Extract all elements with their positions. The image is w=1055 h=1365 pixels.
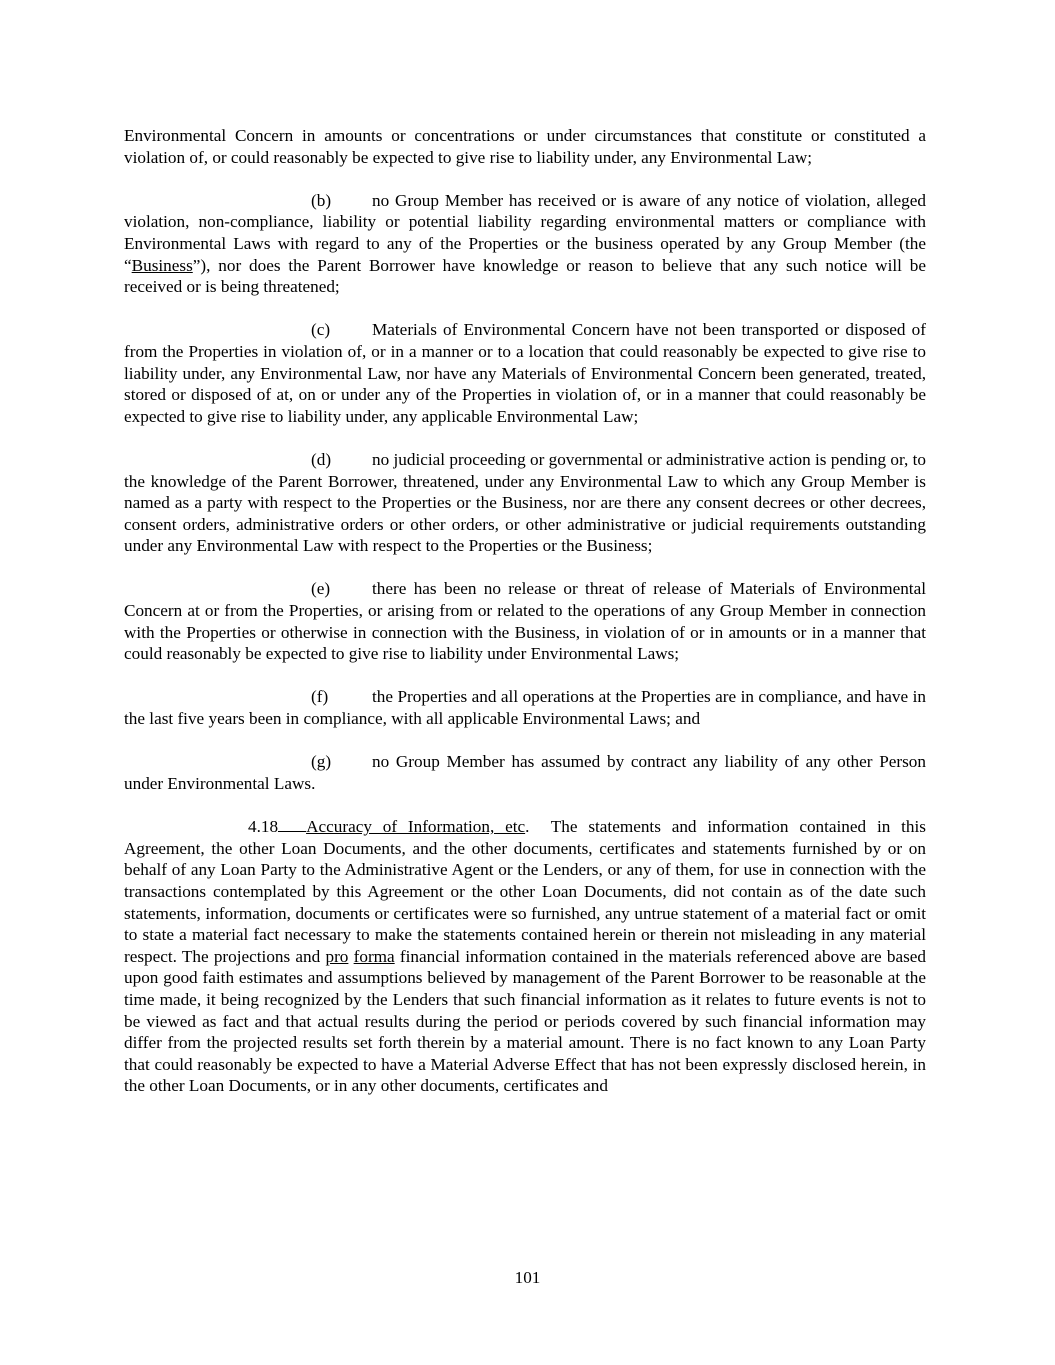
clause-text: no Group Member has assumed by contract any liability of any other Person under Environmental Laws. [124,752,926,793]
clause-label: (c) [311,320,331,340]
section-heading-end: . [525,817,530,837]
clause-text: no Group Member has received or is aware of any notice of violation, alleged violation, non-compliance, liability or potential liability regarding environmental matters or compliance with Environmental Laws with regard to any of the Properties or the business operated by any Group Member (the “ [124,190,926,275]
document-body [124,125,926,1097]
clause-text: ”), nor does the Parent Borrower have knowledge or reason to believe that any such notice will be received or is being threatened; [124,255,926,297]
clause-label: (e) [311,579,331,599]
section-text: financial information contained in the materials referenced above are based upon good faith estimates and assumptions believed by management of the Parent Borrower to be reasonable at the time made, it being recognized by the Lenders that such financial information as it relates to future events is not to be viewed as fact and that actual results during the period or periods covered by such financial information may differ from the projected results set forth therein by a material amount. There is no fact known to any Loan Party that could reasonably be expected to have a Material Adverse Effect that has not been expressly disclosed herein, in the other Loan Documents, or in any other documents, certificates and [124,946,927,1096]
clause-label: (f) [311,687,329,707]
term-pro: pro [325,946,349,966]
clause-text: the Properties and all operations at the Properties are in compliance, and have in the last five years been in compliance, with all applicable Environmental Laws; and [124,687,926,729]
clause-f [124,686,926,729]
clause-text: Materials of Environmental Concern have not been transported or disposed of from the Properties in violation of, or in a manner or to a location that could reasonably be expected to give rise to liability under, any Environmental Law, nor have any Materials of Environmental Concern been generated, treated, stored or disposed of at, on or under any of the Properties in violation of, or in a manner that could reasonably be expected to give rise to liability under, any applicable Environmental Law; [124,320,926,426]
clause-label: (b) [311,190,332,210]
page-number: 101 [514,1268,541,1287]
clause-d [124,449,926,557]
term-forma: forma [353,946,395,966]
clause-g [124,751,926,794]
defined-term-business: Business [131,255,193,275]
clause-c [124,319,926,427]
clause-text: there has been no release or threat of release of Materials of Environmental Concern at or from the Properties, or arising from or related to the operations of any Group Member in connection with the Properties or otherwise in connection with the Business, in violation of or in amounts or in a manner that could reasonably be expected to give rise to liability under Environmental Laws; [124,579,926,664]
clause-label: (g) [311,752,332,772]
section-heading-rule [278,816,306,832]
section-number: 4.18 [248,817,279,837]
section-text: The statements and information contained in this Agreement, the other Loan Documents, and the other documents, certificates and statements furnished by or on behalf of any Loan Party to the Administrative Agent or the Lenders, or any of them, for use in connection with the transactions contemplated by this Agreement or the other Loan Documents, did not contain as of the date such statements, information, documents or certificates were so furnished, any untrue statement of a material fact or omit to state a material fact necessary to make the statements contained herein or therein not misleading in any material respect. The projections and [124,817,926,966]
section-heading: Accuracy of Information, etc [306,817,526,837]
section-4-18 [124,816,926,1097]
clause-text: no judicial proceeding or governmental or administrative action is pending or, to the knowledge of the Parent Borrower, threatened, under any Environmental Law to which any Group Member is named as a party with respect to the Properties or the Business, nor are there any consent decrees or other decrees, consent orders, administrative orders or other orders, or other administrative or judicial requirements outstanding under any Environmental Law with respect to the Properties or the Business; [124,449,926,556]
continuation-paragraph: Environmental Concern in amounts or concentrations or under circumstances that constitute or constituted a violation of, or could reasonably be expected to give rise to liability under, any Environmental Law; [124,126,926,167]
clause-b [124,190,926,298]
clause-label: (d) [311,449,332,469]
clause-e [124,578,926,664]
